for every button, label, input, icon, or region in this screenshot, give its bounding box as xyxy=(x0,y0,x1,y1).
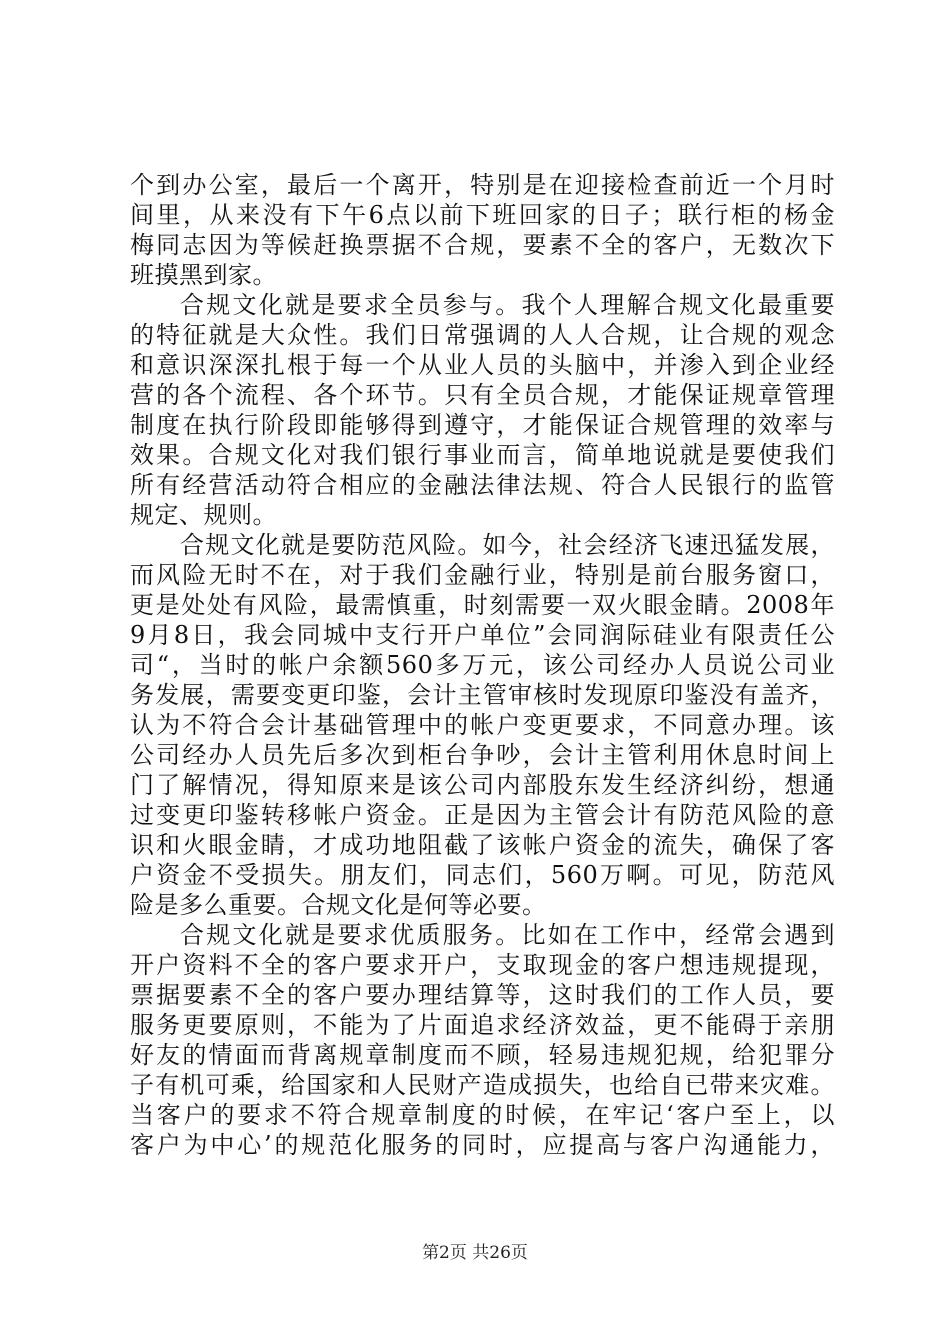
text-line: 务发展，需要变更印鉴，会计主管审核时发现原印鉴没有盖齐， xyxy=(130,681,835,709)
text-line: 和意识深深扎根于每一个从业人员的头脑中，并渗入到企业经 xyxy=(130,351,835,379)
text-line: 梅同志因为等候赶换票据不合规，要素不全的客户，无数次下 xyxy=(130,231,835,259)
text-line: 险是多么重要。合规文化是何等必要。 xyxy=(130,891,547,919)
body-text xyxy=(130,170,835,1160)
text-line: 认为不符合会计基础管理中的帐户变更要求，不同意办理。该 xyxy=(130,711,835,739)
text-line: 班摸黑到家。 xyxy=(130,261,277,289)
text-line: 司“，当时的帐户余额560多万元，该公司经办人员说公司业 xyxy=(130,651,835,679)
text-line: 公司经办人员先后多次到柜台争吵，会计主管利用休息时间上 xyxy=(130,741,835,769)
text-line: 制度在执行阶段即能够得到遵守，才能保证合规管理的效率与 xyxy=(130,411,835,439)
text-line: 所有经营活动符合相应的金融法律法规、符合人民银行的监管 xyxy=(130,471,835,499)
text-line: 9月8日，我会同城中支行开户单位”会同润际硅业有限责任公 xyxy=(130,621,835,649)
text-line: 规定、规则。 xyxy=(130,501,277,529)
text-line: 票据要素不全的客户要办理结算等，这时我们的工作人员，要 xyxy=(130,981,835,1009)
text-line: 合规文化就是要防范风险。如今，社会经济飞速迅猛发展， xyxy=(180,531,835,559)
text-line: 合规文化就是要求优质服务。比如在工作中，经常会遇到 xyxy=(180,921,835,949)
page-number-footer: 第2页 共26页 xyxy=(422,1243,528,1263)
text-line: 更是处处有风险，最需慎重，时刻需要一双火眼金睛。2008年 xyxy=(130,591,835,619)
text-line: 合规文化就是要求全员参与。我个人理解合规文化最重要 xyxy=(180,291,835,319)
text-line: 效果。合规文化对我们银行事业而言，简单地说就是要使我们 xyxy=(130,441,835,469)
text-line: 服务更要原则，不能为了片面追求经济效益，更不能碍于亲朋 xyxy=(130,1011,835,1039)
text-line: 子有机可乘，给国家和人民财产造成损失，也给自已带来灾难。 xyxy=(130,1071,835,1099)
text-line: 间里，从来没有下午6点以前下班回家的日子；联行柜的杨金 xyxy=(130,201,835,229)
text-line: 好友的情面而背离规章制度而不顾，轻易违规犯规，给犯罪分 xyxy=(130,1041,835,1069)
text-line: 当客户的要求不符合规章制度的时候，在牢记‘客户至上，以 xyxy=(130,1101,835,1129)
text-line: 门了解情况，得知原来是该公司内部股东发生经济纠纷，想通 xyxy=(130,771,835,799)
text-line: 而风险无时不在，对于我们金融行业，特别是前台服务窗口， xyxy=(130,561,835,589)
text-line: 的特征就是大众性。我们日常强调的人人合规，让合规的观念 xyxy=(130,321,835,349)
text-line: 开户资料不全的客户要求开户，支取现金的客户想违规提现， xyxy=(130,951,835,979)
text-line: 过变更印鉴转移帐户资金。正是因为主管会计有防范风险的意 xyxy=(130,801,835,829)
text-line: 识和火眼金睛，才成功地阻截了该帐户资金的流失，确保了客 xyxy=(130,831,835,859)
text-line: 个到办公室，最后一个离开，特别是在迎接检查前近一个月时 xyxy=(130,171,835,199)
text-line: 客户为中心’的规范化服务的同时，应提高与客户沟通能力， xyxy=(130,1131,835,1159)
text-line: 户资金不受损失。朋友们，同志们，560万啊。可见，防范风 xyxy=(130,861,835,889)
text-line: 营的各个流程、各个环节。只有全员合规，才能保证规章管理 xyxy=(130,381,835,409)
